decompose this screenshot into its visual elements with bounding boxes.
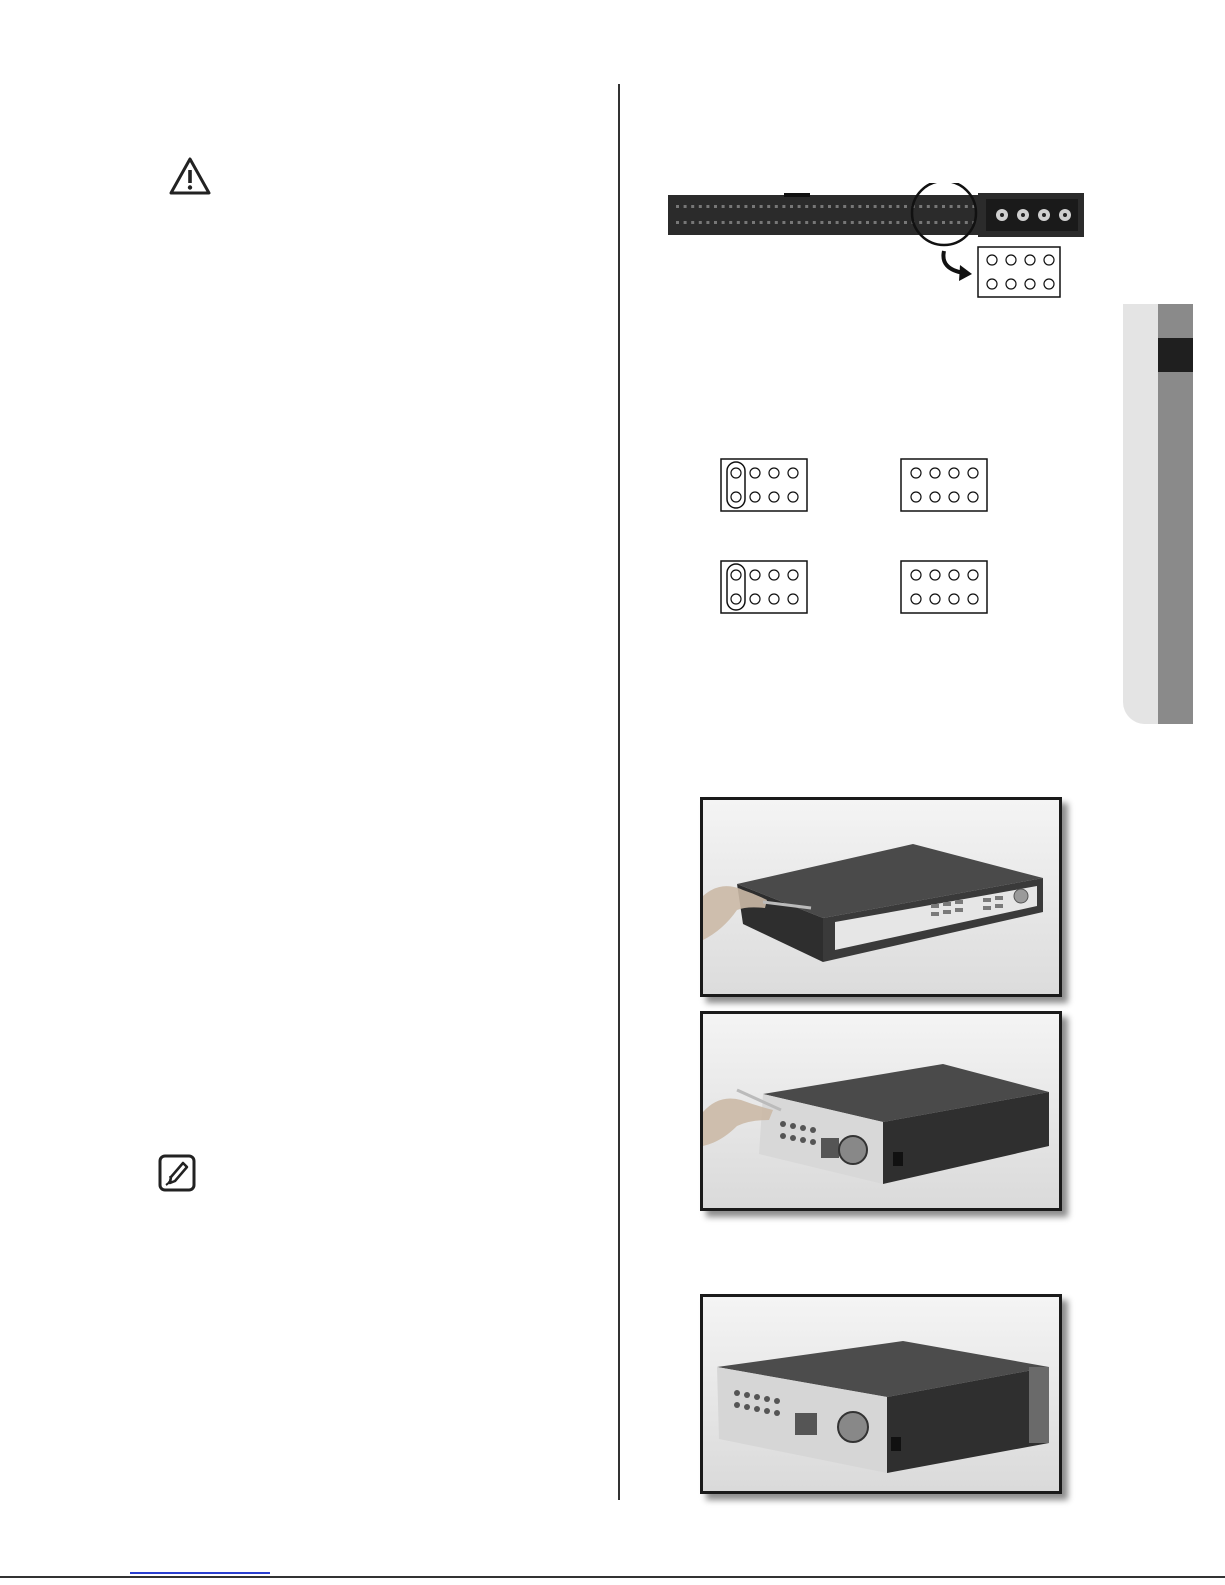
- ide-pin: [813, 205, 816, 208]
- ide-pin: [828, 221, 831, 224]
- ide-pin: [858, 221, 861, 224]
- ide-connector-figure: [668, 183, 1088, 303]
- ide-pin: [744, 205, 747, 208]
- ide-pin: [775, 221, 778, 224]
- ide-pin: [767, 221, 770, 224]
- ide-pin: [950, 205, 953, 208]
- footer-rule: [0, 1576, 1225, 1578]
- ide-pin: [866, 205, 869, 208]
- jumper-block-master-2: [720, 560, 810, 616]
- ide-pin: [965, 221, 968, 224]
- warning-triangle-icon: [168, 156, 212, 196]
- ide-pin: [684, 221, 687, 224]
- ide-pin: [790, 205, 793, 208]
- chapter-tab-background: [1123, 304, 1163, 724]
- ide-pin: [798, 205, 801, 208]
- ide-pin: [965, 205, 968, 208]
- ide-pin: [760, 205, 763, 208]
- note-pencil-icon: [158, 1154, 196, 1192]
- ide-pin: [866, 221, 869, 224]
- ide-pin: [820, 221, 823, 224]
- ide-pin: [737, 205, 740, 208]
- photo-dvr-rear-screw-removal: [700, 1011, 1062, 1211]
- ide-pin: [896, 221, 899, 224]
- ide-pin: [828, 205, 831, 208]
- ide-pin: [934, 205, 937, 208]
- ide-pin: [684, 205, 687, 208]
- ide-pin: [790, 221, 793, 224]
- ide-pin: [729, 205, 732, 208]
- jumper-block-master-1: [720, 458, 810, 514]
- ide-pin: [927, 221, 930, 224]
- ide-pin: [798, 221, 801, 224]
- ide-pin: [752, 221, 755, 224]
- ide-pin: [874, 221, 877, 224]
- ide-pin: [881, 205, 884, 208]
- column-divider: [618, 84, 620, 1500]
- ide-pin: [699, 205, 702, 208]
- ide-pin: [775, 205, 778, 208]
- ide-pin: [843, 205, 846, 208]
- ide-pin: [691, 205, 694, 208]
- ide-pin: [744, 221, 747, 224]
- ide-pin: [767, 205, 770, 208]
- ide-pin: [805, 205, 808, 208]
- ide-pin: [843, 221, 846, 224]
- ide-pin: [676, 221, 679, 224]
- ide-pin: [752, 205, 755, 208]
- photo-dvr-front-screw-removal: [700, 797, 1062, 997]
- ide-pin: [722, 221, 725, 224]
- ide-pin: [691, 221, 694, 224]
- ide-pin: [706, 221, 709, 224]
- ide-pin: [706, 205, 709, 208]
- ide-pin: [722, 205, 725, 208]
- jumper-block-open-1: [900, 458, 990, 514]
- footer-link-underline: [130, 1572, 270, 1574]
- ide-pin: [737, 221, 740, 224]
- ide-pin: [805, 221, 808, 224]
- ide-pin: [942, 221, 945, 224]
- ide-pin: [760, 221, 763, 224]
- ide-pin: [881, 221, 884, 224]
- ide-pin: [836, 221, 839, 224]
- ide-pin: [714, 205, 717, 208]
- ide-pin: [676, 205, 679, 208]
- ide-pin: [851, 221, 854, 224]
- jumper-block-open-2: [900, 560, 990, 616]
- chapter-tab-marker: [1158, 338, 1193, 372]
- ide-pin: [957, 221, 960, 224]
- ide-pin: [896, 205, 899, 208]
- ide-pin: [934, 221, 937, 224]
- ide-pin: [836, 205, 839, 208]
- ide-pin: [904, 205, 907, 208]
- ide-pin: [889, 205, 892, 208]
- photo-dvr-cover-sliding-off: [700, 1294, 1062, 1494]
- ide-pin: [927, 205, 930, 208]
- ide-pin: [858, 205, 861, 208]
- ide-pin: [889, 221, 892, 224]
- ide-pin: [874, 205, 877, 208]
- ide-pin: [782, 205, 785, 208]
- ide-pin: [714, 221, 717, 224]
- ide-pin: [919, 205, 922, 208]
- ide-pin: [904, 221, 907, 224]
- ide-pin: [942, 205, 945, 208]
- ide-pin: [699, 221, 702, 224]
- ide-pin: [820, 205, 823, 208]
- ide-pin: [813, 221, 816, 224]
- ide-pin: [782, 221, 785, 224]
- ide-pin: [919, 221, 922, 224]
- ide-pin: [957, 205, 960, 208]
- ide-pin: [950, 221, 953, 224]
- ide-pin: [729, 221, 732, 224]
- ide-pin: [851, 205, 854, 208]
